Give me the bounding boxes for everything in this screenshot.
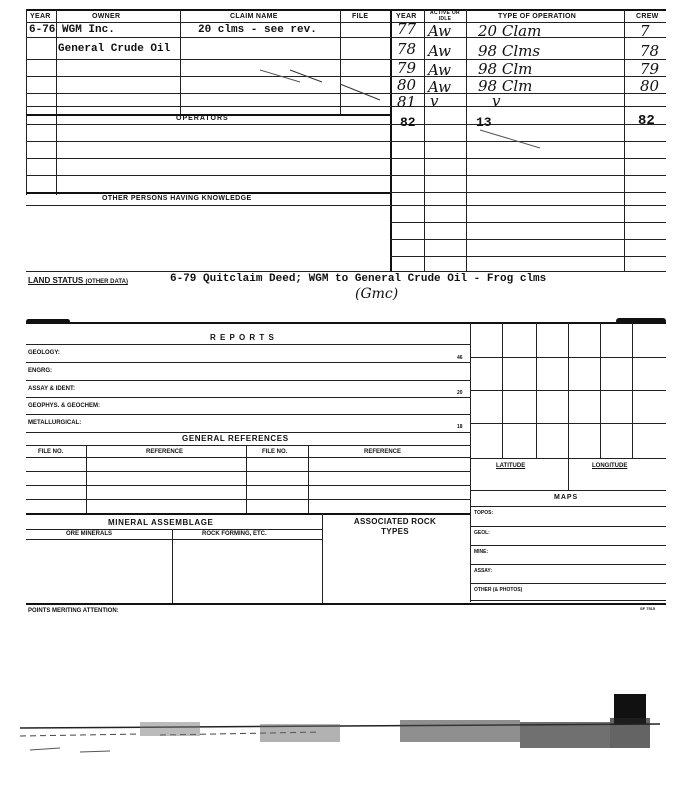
owner-row-1-year: 6-76	[29, 24, 56, 36]
activity-row-4-crew: 80	[640, 77, 660, 95]
ref-reference-header-2: REFERENCE	[364, 449, 402, 455]
activity-row-6-year: 82	[400, 115, 416, 130]
general-references-heading: GENERAL REFERENCES	[182, 434, 289, 443]
activity-row-3-crew: 79	[640, 60, 660, 78]
activity-row-5-operation: v	[492, 92, 501, 110]
report-geology-label: GEOLOGY:	[28, 350, 60, 356]
header-file: FILE	[352, 13, 369, 20]
longitude-label: LONGITUDE	[592, 463, 628, 469]
header-claim-name: CLAIM NAME	[230, 13, 278, 20]
activity-row-2-operation: 98 Clms	[478, 42, 541, 60]
latitude-label: LATITUDE	[496, 463, 526, 469]
activity-row-5-year: 81	[397, 93, 417, 111]
points-meriting-attention-label: POINTS MERITING ATTENTION:	[28, 608, 119, 614]
maps-other-label: OTHER (& PHOTOS)	[474, 587, 523, 593]
ref-reference-header: REFERENCE	[146, 449, 184, 455]
header-active-idle: ACTIVE OR IDLE	[430, 10, 460, 22]
land-status-note: (Gmc)	[355, 286, 399, 302]
header-crew: CREW	[636, 13, 659, 20]
rock-forming-header: ROCK FORMING, ETC.	[202, 531, 267, 537]
report-metallurgical-num: 18	[457, 424, 463, 430]
activity-row-1-operation: 20 Clam	[478, 22, 542, 40]
ref-file-no-header: FILE NO.	[38, 449, 64, 455]
report-assay-label: ASSAY & IDENT:	[28, 386, 76, 392]
ore-minerals-header: ORE MINERALS	[66, 531, 113, 537]
header-owner: OWNER	[92, 13, 121, 20]
maps-mine-label: MINE:	[474, 549, 489, 555]
report-geology-num: 46	[457, 355, 463, 361]
header-year-2: YEAR	[396, 13, 417, 20]
maps-assay-label: ASSAY:	[474, 568, 493, 574]
activity-row-1-crew: 7	[640, 22, 650, 40]
activity-row-3-operation: 98 Clm	[478, 60, 533, 78]
activity-row-2-status: Aw	[428, 42, 451, 60]
maps-heading: MAPS	[554, 494, 579, 501]
form-number: SF 7515	[640, 606, 656, 611]
operators-heading: OPERATORS	[176, 115, 229, 122]
ref-file-no-header-2: FILE NO.	[262, 449, 288, 455]
associated-rock-types-heading: ASSOCIATED ROCK TYPES	[353, 517, 437, 536]
owner-row-1-claim: 20 clms - see rev.	[198, 24, 317, 36]
pen-stroke-mark	[260, 60, 410, 130]
maps-geol-label: GEOL:	[474, 530, 490, 536]
land-status-text: 6-79 Quitclaim Deed; WGM to General Crude Oil - Frog clms	[170, 273, 547, 285]
other-persons-heading: OTHER PERSONS HAVING KNOWLEDGE	[102, 195, 252, 202]
owner-row-1-owner: WGM Inc.	[62, 24, 115, 36]
report-geophys-label: GEOPHYS. & GEOCHEM:	[28, 403, 101, 409]
header-year: YEAR	[30, 13, 51, 20]
report-metallurgical-label: METALLURGICAL:	[28, 420, 82, 426]
activity-row-4-operation: 98 Clm	[478, 77, 533, 95]
report-engrg-label: ENGRG:	[28, 368, 52, 374]
activity-row-2-crew: 78	[640, 42, 660, 60]
activity-row-1-status: Aw	[428, 22, 451, 40]
activity-row-4-year: 80	[397, 76, 417, 94]
owner-row-2-owner: General Crude Oil	[58, 43, 171, 55]
activity-row-2-year: 78	[397, 40, 417, 58]
activity-row-6-operation: 13	[476, 115, 492, 130]
activity-row-3-year: 79	[397, 59, 417, 77]
activity-row-6-crew: 82	[638, 113, 655, 129]
land-status-label: LAND STATUS (OTHER DATA)	[28, 276, 128, 285]
mineral-assemblage-heading: MINERAL ASSEMBLAGE	[108, 518, 214, 527]
activity-row-1-year: 77	[397, 20, 417, 38]
maps-topos-label: TOPOS:	[474, 510, 494, 516]
scan-smudge-band	[20, 716, 670, 776]
activity-row-4-status: Aw	[428, 78, 451, 96]
header-type-of-operation: TYPE OF OPERATION	[498, 13, 577, 20]
activity-row-5-status: v	[430, 92, 439, 110]
pen-stroke-mark-2	[470, 120, 560, 160]
activity-row-3-status: Aw	[428, 61, 451, 79]
report-assay-num: 20	[457, 390, 463, 396]
reports-heading: R E P O R T S	[210, 333, 275, 342]
